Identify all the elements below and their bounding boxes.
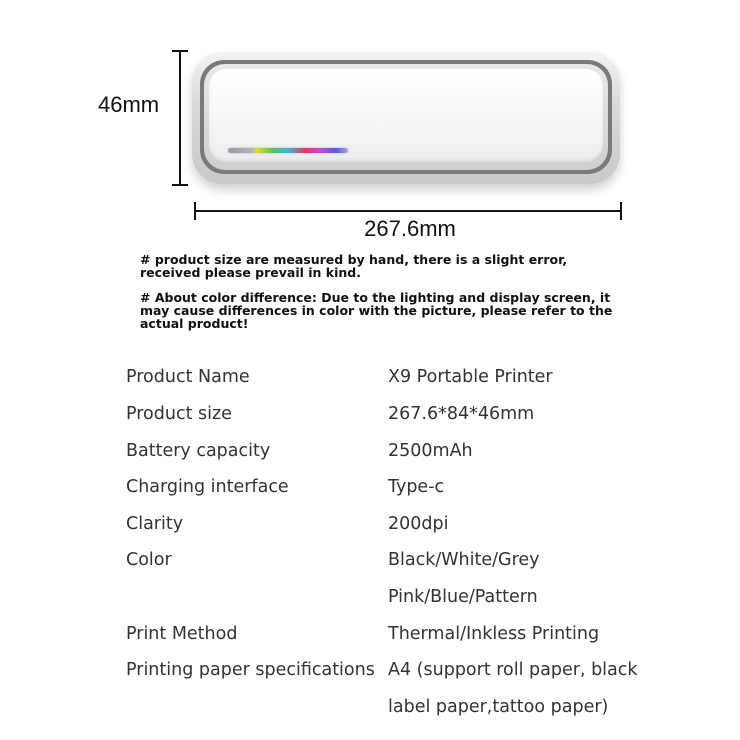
spec-value: Pink/Blue/Pattern xyxy=(388,587,538,607)
spec-row xyxy=(0,404,740,441)
spec-row xyxy=(0,441,740,478)
spec-label: Printing paper specifications xyxy=(126,660,375,680)
width-dimension-line xyxy=(195,210,622,212)
spec-label: Product size xyxy=(126,404,232,424)
spec-value: 267.6*84*46mm xyxy=(388,404,535,424)
spec-value: Thermal/Inkless Printing xyxy=(388,624,600,644)
color-note: # About color difference: Due to the lighting and display screen, it may cause differences in color with the picture, please refer to the actual product! xyxy=(140,290,613,331)
spec-value: Black/White/Grey xyxy=(388,550,540,570)
height-dimension-label: 46mm xyxy=(98,92,160,117)
spec-label: Print Method xyxy=(126,624,238,644)
spec-value: X9 Portable Printer xyxy=(388,367,553,387)
spec-row-continuation xyxy=(0,697,740,734)
spec-label: Battery capacity xyxy=(126,441,271,461)
size-note: # product size are measured by hand, there is a slight error, received please prevail in kind. xyxy=(140,252,568,280)
spec-value: A4 (support roll paper, black xyxy=(388,660,638,680)
spec-row xyxy=(0,367,740,404)
spec-value: 200dpi xyxy=(388,514,449,534)
spec-label: Clarity xyxy=(126,514,184,534)
spec-label: Charging interface xyxy=(126,477,289,497)
spec-label: Color xyxy=(126,550,172,570)
height-dimension-line xyxy=(179,50,181,186)
printer-image xyxy=(192,52,620,184)
spec-row xyxy=(0,660,740,697)
spec-value: 2500mAh xyxy=(388,441,473,461)
width-dimension-label: 267.6mm xyxy=(364,216,456,241)
spec-value: Type-c xyxy=(388,477,445,497)
spec-row xyxy=(0,514,740,551)
height-dimension-cap-top xyxy=(172,50,188,52)
spec-label: Product Name xyxy=(126,367,250,387)
spec-value: label paper,tattoo paper) xyxy=(388,697,609,717)
height-dimension-cap-bottom xyxy=(172,184,188,186)
printer-body-ring xyxy=(200,60,612,174)
spec-row xyxy=(0,624,740,661)
spec-row xyxy=(0,477,740,514)
printer-inner-frame xyxy=(204,64,608,170)
spec-row xyxy=(0,550,740,587)
rainbow-led-strip xyxy=(228,148,348,153)
spec-row-continuation xyxy=(0,587,740,624)
